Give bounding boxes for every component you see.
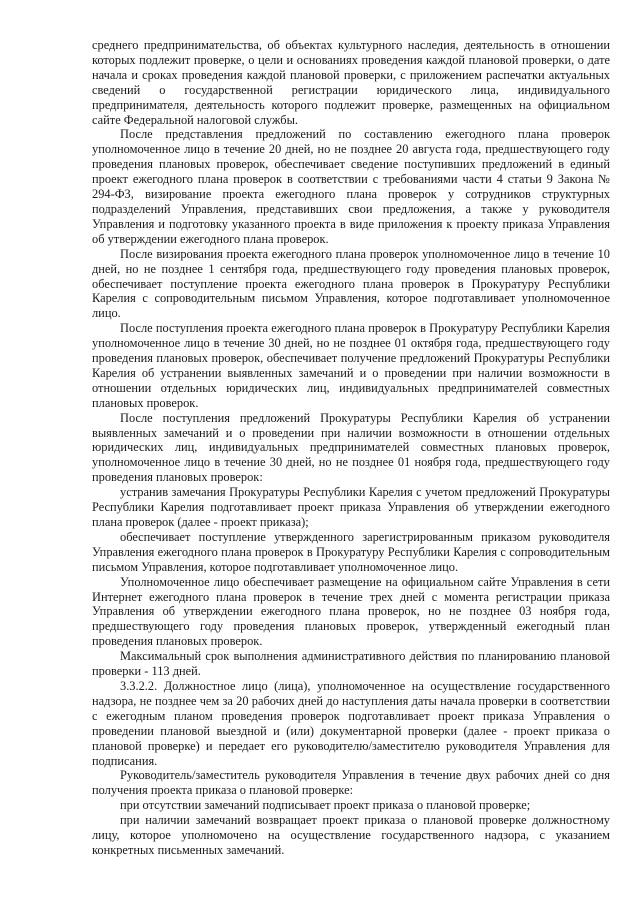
document-body — [92, 38, 610, 858]
paragraph-10: 3.3.2.2. Должностное лицо (лица), уполномоченное на осуществление государственного надзора, не позднее чем за 20 рабочих дней до наступления даты начала проверки в соответствии с ежегодным планом проведения проверок подготавливает проект приказа Управления о проведении плановой выездной и (или) документарной проверки (далее - проект приказа о плановой проверке) и передает его руководителю/заместителю руководителя Управления для подписания. — [92, 678, 610, 768]
paragraph-6: устранив замечания Прокуратуры Республики Карелия с учетом предложений Прокуратуры Республики Карелия подготавливает проект приказа Управления об утверждении ежегодного плана проверок (далее - проект приказа); — [92, 485, 610, 529]
paragraph-13: при наличии замечаний возвращает проект приказа о плановой проверке должностному лицу, которое уполномочено на осуществление государственного надзора, с указанием конкретных письменных замечаний. — [92, 813, 610, 857]
paragraph-3: После визирования проекта ежегодного плана проверок уполномоченное лицо в течение 10 дней, но не позднее 1 сентября года, предшествующего году проведения плановых проверок, обеспечивает поступление проекта ежегодного плана проверок в Прокуратуру Республики Карелия с сопроводительным письмом Управления, которое подготавливает уполномоченное лицо. — [92, 246, 610, 321]
paragraph-9: Максимальный срок выполнения административного действия по планированию плановой проверки - 113 дней. — [92, 649, 610, 679]
paragraph-8: Уполномоченное лицо обеспечивает размещение на официальном сайте Управления в сети Интернет ежегодного плана проверок в течение трех дней с момента регистрации приказа Управления об утверждении ежегодного плана проверок, но не позднее 03 ноября года, предшествующего году проведения плановых проверок, утвержденный ежегодный план проведения плановых проверок. — [92, 574, 610, 649]
paragraph-2: После представления предложений по составлению ежегодного плана проверок уполномоченное лицо в течение 20 дней, но не позднее 20 августа года, предшествующего году проведения плановых проверок, обеспечивает сведение поступивших предложений в единый проект ежегодного плана проверок в соответствии с требованиями части 4 статьи 9 Закона № 294-ФЗ, визирование проекта ежегодного плана проверок у сотрудников структурных подразделений Управления, представивших свои предложения, а также у руководителя Управления и подготовку указанного проекта в виде приложения к проекту приказа Управления об утверждении ежегодного плана проверок. — [92, 127, 610, 246]
paragraph-4: После поступления проекта ежегодного плана проверок в Прокуратуру Республики Карелия уполномоченное лицо в течение 30 дней, но не позднее 01 октября года, предшествующего году проведения плановых проверок, обеспечивает получение предложений Прокуратуры Республики Карелия об устранении выявленных замечаний и о проведении при наличии возможности в отношении отдельных юридических лиц, индивидуальных предпринимателей совместных плановых проверок. — [92, 321, 610, 410]
paragraph-11: Руководитель/заместитель руководителя Управления в течение двух рабочих дней со дня получения проекта приказа о плановой проверке: — [92, 768, 610, 798]
paragraph-7: обеспечивает поступление утвержденного зарегистрированным приказом руководителя Управления ежегодного плана проверок в Прокуратуру Республики Карелия с сопроводительным письмом Управления, которое подготавливает уполномоченное лицо. — [92, 529, 610, 574]
paragraph-1: среднего предпринимательства, об объектах культурного наследия, деятельность в отношении которых подлежит проверке, о цели и основаниях проведения каждой плановой проверки, о дате начала и сроках проведения каждой плановой проверки, с приложением распечатки актуальных сведений о государственной регистрации юридического лица, индивидуального предпринимателя, деятельность которого подлежит проверке, размещенных на официальном сайте Федеральной налоговой службы. — [92, 38, 610, 127]
paragraph-5: После поступления предложений Прокуратуры Республики Карелия об устранении выявленных замечаний и о проведении при наличии возможности в отношении отдельных юридических лиц, индивидуальных предпринимателей совместных плановых проверок, уполномоченное лицо в течение 30 дней, но не позднее 01 ноября года, предшествующего году проведения плановых проверок: — [92, 410, 610, 485]
paragraph-12: при отсутствии замечаний подписывает проект приказа о плановой проверке; — [120, 798, 531, 813]
